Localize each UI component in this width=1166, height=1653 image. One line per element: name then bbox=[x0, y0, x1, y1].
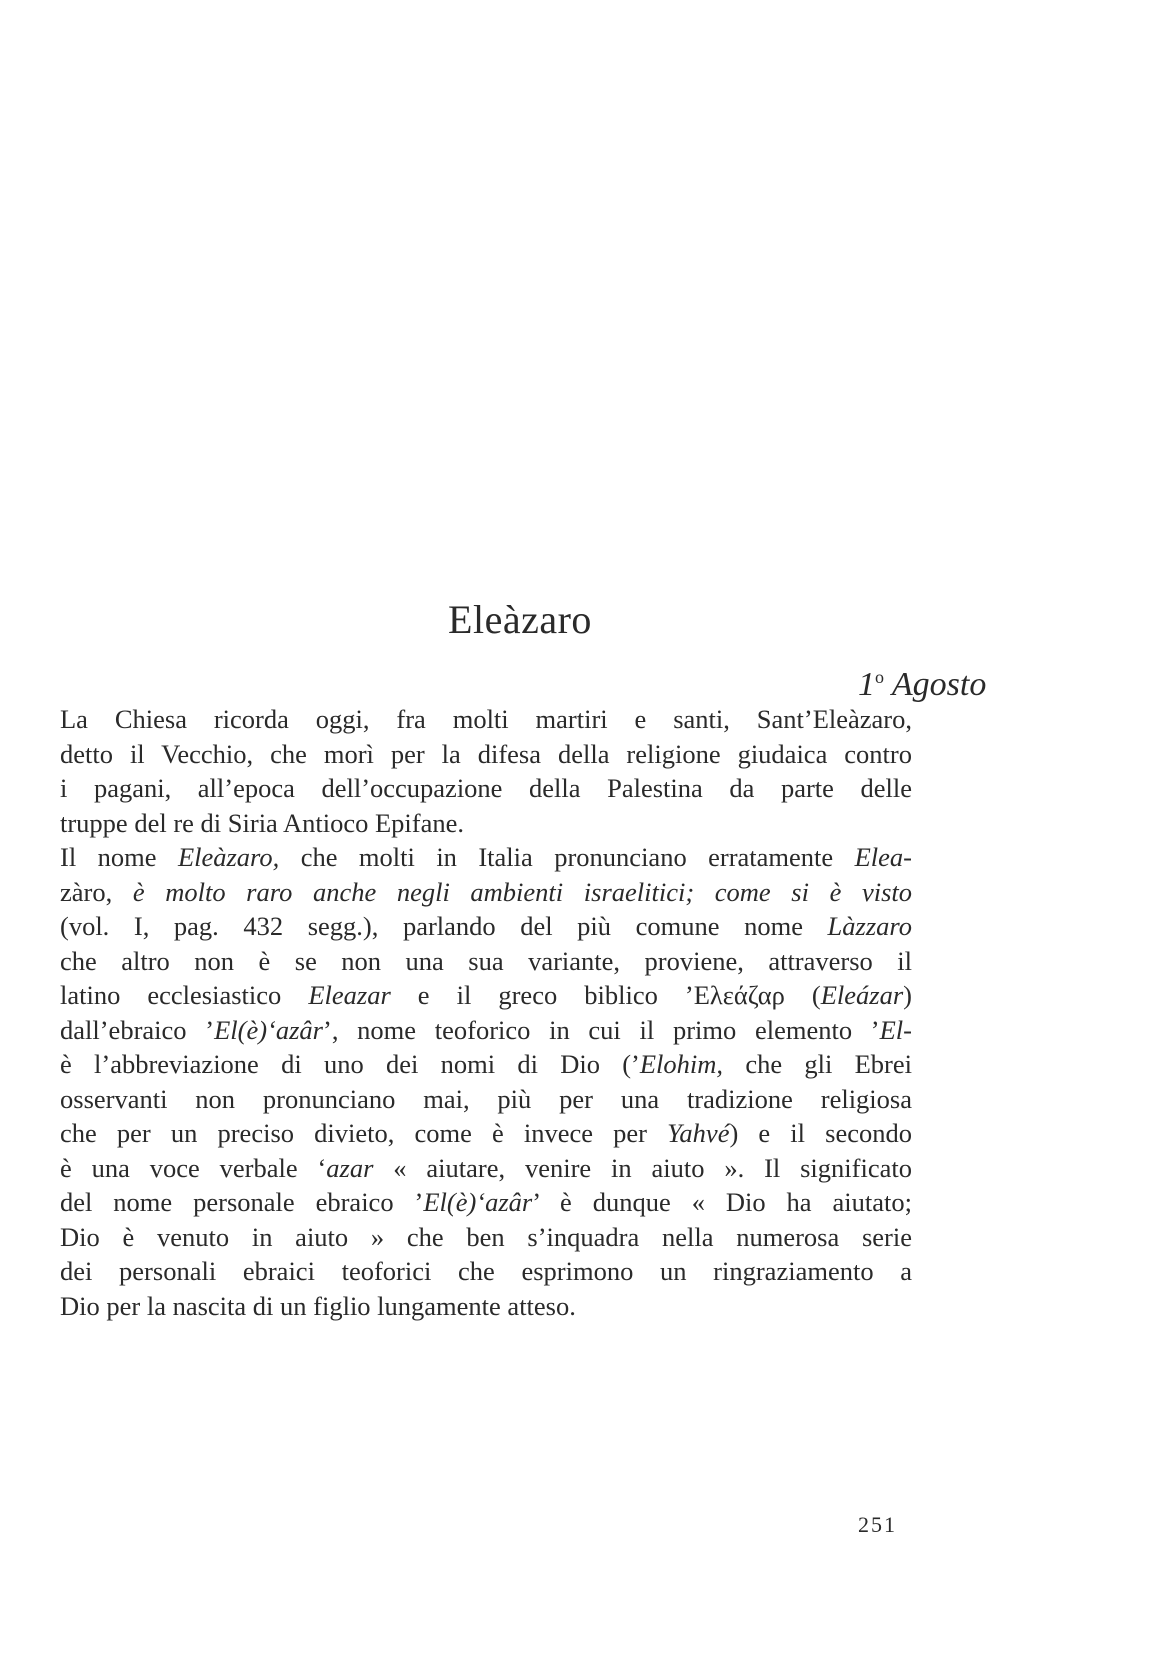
italic-term: Eleàzaro, bbox=[177, 842, 280, 872]
page-number: 251 bbox=[858, 1512, 897, 1537]
text-line bbox=[60, 1116, 912, 1151]
text-run: è l’abbreviazione di uno dei nomi di Dio (’ bbox=[60, 1049, 640, 1079]
text-line bbox=[60, 702, 912, 737]
text-run: Dio per la nascita di un figlio lungamente atteso. bbox=[60, 1290, 576, 1321]
text-run: del nome personale ebraico ’ bbox=[60, 1187, 424, 1217]
date-day-number: 1 bbox=[858, 666, 875, 703]
text-run: che gli Ebrei bbox=[723, 1049, 912, 1079]
text-run: Il nome bbox=[60, 842, 178, 872]
text-run: dei personali ebraici teoforici che esprimono un ringraziamento a bbox=[60, 1256, 912, 1286]
text-run: ) bbox=[903, 980, 912, 1010]
text-run: osservanti non pronunciano mai, più per una tradizione religiosa bbox=[60, 1083, 912, 1114]
text-run: ) e il secondo bbox=[729, 1118, 912, 1148]
italic-term: El- bbox=[879, 1014, 912, 1045]
text-line bbox=[60, 1151, 912, 1186]
text-line bbox=[60, 771, 912, 806]
italic-term: Eleázar bbox=[820, 980, 904, 1010]
italic-term: Yahvé bbox=[667, 1118, 730, 1148]
italic-term: azar bbox=[326, 1152, 374, 1183]
text-line bbox=[60, 1289, 912, 1324]
date-ordinal-superscript: o bbox=[875, 667, 884, 687]
italic-term: Elohim, bbox=[639, 1049, 724, 1079]
italic-term: El(è)‘azâr bbox=[423, 1187, 533, 1217]
text-line bbox=[60, 909, 912, 944]
text-run: truppe del re di Siria Antioco Epifane. bbox=[60, 807, 465, 838]
feast-date bbox=[858, 666, 986, 704]
date-month: Agosto bbox=[891, 666, 987, 703]
text-line bbox=[60, 1220, 912, 1255]
italic-term: El(è)‘azâr bbox=[214, 1014, 323, 1045]
text-run: che per un preciso divieto, come è invece per bbox=[60, 1118, 668, 1148]
text-run: latino ecclesiastico bbox=[60, 980, 309, 1010]
italic-term: Làzzaro bbox=[827, 911, 912, 941]
text-line bbox=[60, 978, 912, 1013]
text-run: « aiutare, venire in aiuto ». Il significato bbox=[373, 1152, 912, 1183]
text-line bbox=[60, 806, 912, 841]
page-title: Eleàzaro bbox=[448, 597, 592, 642]
text-run: i pagani, all’epoca dell’occupazione della Palestina da parte delle bbox=[60, 773, 912, 803]
text-line bbox=[60, 737, 912, 772]
text-run: Dio è venuto in aiuto » che ben s’inquadra nella numerosa serie bbox=[60, 1221, 912, 1252]
text-run: zàro, bbox=[60, 876, 113, 907]
text-run: ’ è dunque « Dio ha aiutato; bbox=[532, 1187, 912, 1217]
text-run: e il greco biblico ’Ελεάζαρ ( bbox=[390, 980, 821, 1010]
italic-term: è molto raro anche negli ambienti israelitici; come si è visto bbox=[112, 876, 912, 907]
text-run: che molti in Italia pronunciano erratamente bbox=[279, 842, 855, 872]
text-line bbox=[60, 875, 912, 910]
text-line bbox=[60, 1047, 912, 1082]
text-line bbox=[60, 1082, 912, 1117]
text-run: che altro non è se non una sua variante, proviene, attraverso il bbox=[60, 945, 912, 976]
text-run: detto il Vecchio, che morì per la difesa della religione giudaica contro bbox=[60, 738, 912, 769]
text-line bbox=[60, 840, 912, 875]
text-line bbox=[60, 944, 912, 979]
text-run: ’, nome teoforico in cui il primo elemento ’ bbox=[323, 1014, 880, 1045]
italic-term: Elea- bbox=[854, 842, 912, 872]
text-run: (vol. I, pag. 432 segg.), parlando del più comune nome bbox=[60, 911, 828, 941]
text-line bbox=[60, 1254, 912, 1289]
body-text bbox=[60, 702, 912, 1323]
text-line bbox=[60, 1013, 912, 1048]
text-run: è una voce verbale ‘ bbox=[60, 1152, 327, 1183]
text-line bbox=[60, 1185, 912, 1220]
italic-term: Eleazar bbox=[308, 980, 391, 1010]
text-run: La Chiesa ricorda oggi, fra molti martiri e santi, Sant’Eleàzaro, bbox=[60, 704, 912, 734]
text-run: dall’ebraico ’ bbox=[60, 1014, 215, 1045]
